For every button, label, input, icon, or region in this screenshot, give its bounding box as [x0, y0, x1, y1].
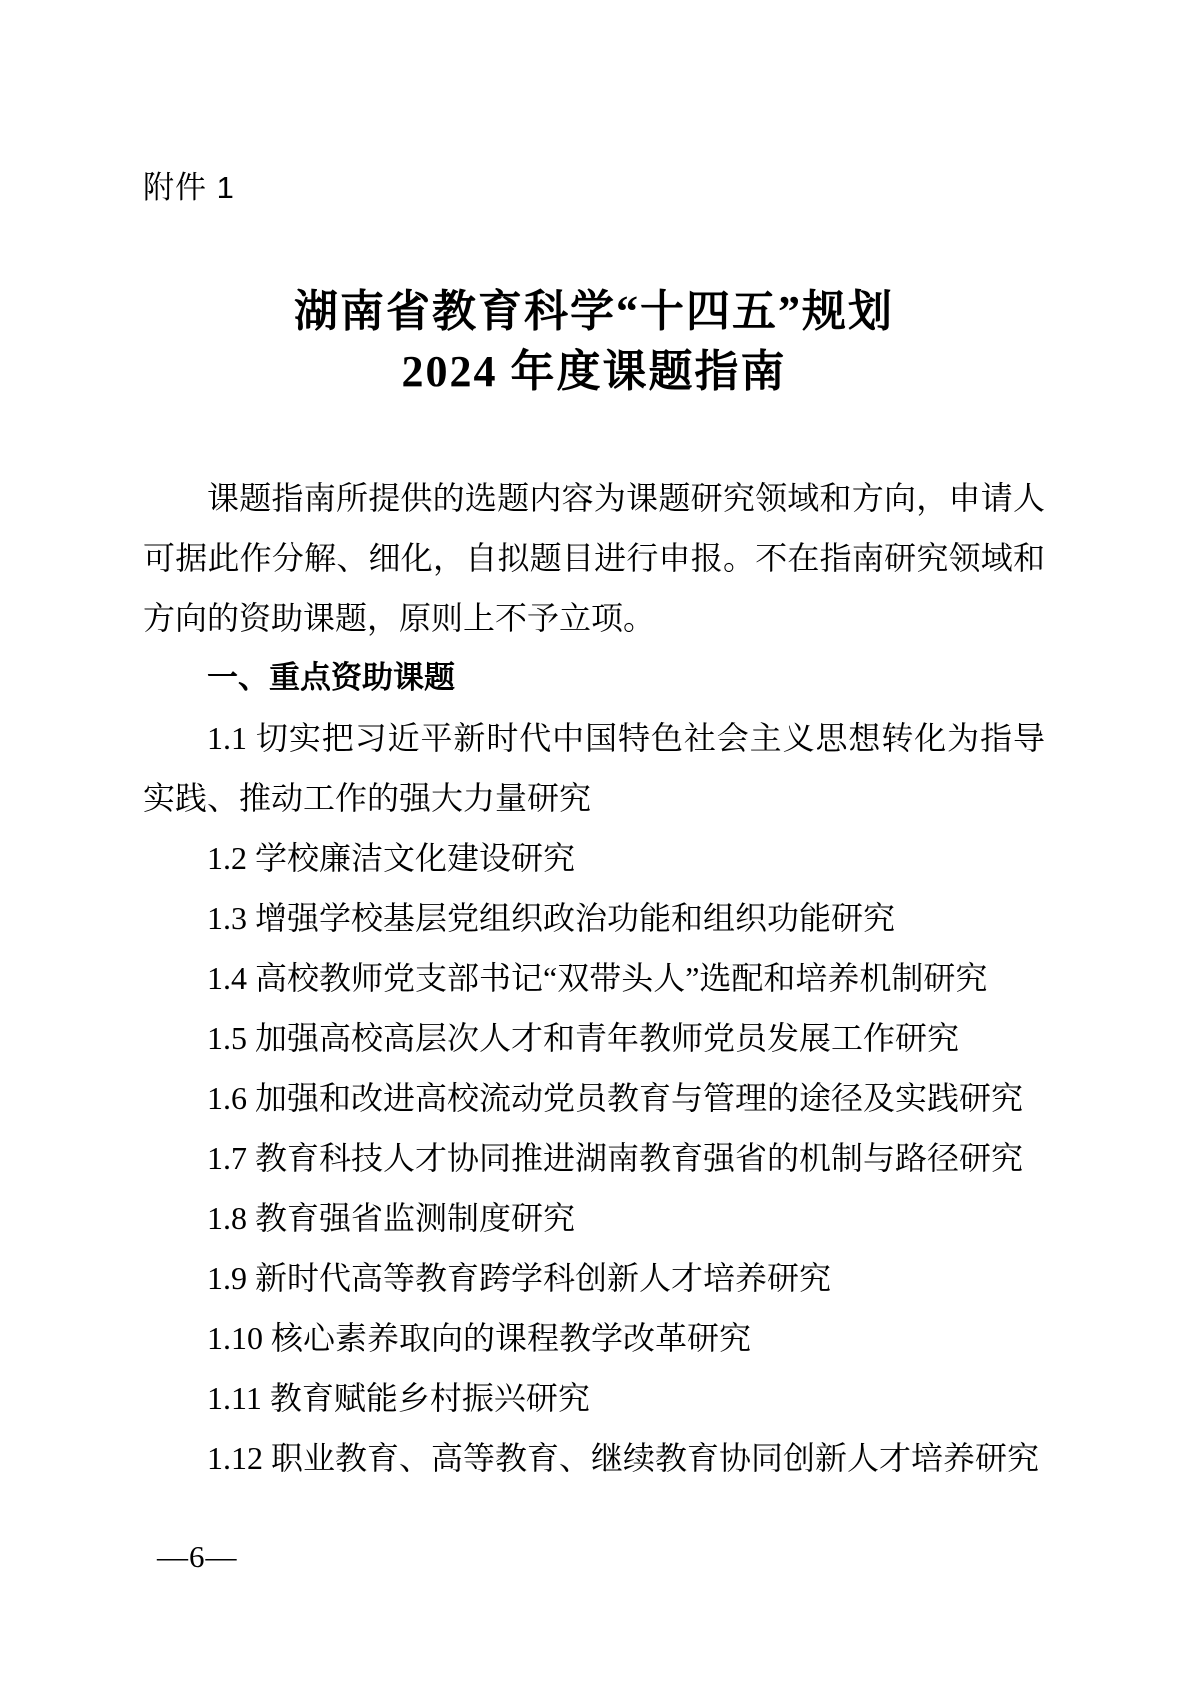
document-title [143, 282, 1045, 402]
intro-paragraph: 课题指南所提供的选题内容为课题研究领域和方向，申请人可据此作分解、细化，自拟题目进行申报。不在指南研究领域和方向的资助课题，原则上不予立项。 [143, 480, 1045, 636]
section-heading: 一、重点资助课题 [207, 660, 455, 695]
page-content [143, 0, 1045, 1488]
document-title-line1: 湖南省教育科学“十四五”规划 [294, 287, 894, 336]
topic-item-1-4: 1.4 高校教师党支部书记“双带头人”选配和培养机制研究 [207, 960, 988, 996]
topic-item-1-7: 1.7 教育科技人才协同推进湖南教育强省的机制与路径研究 [207, 1140, 1024, 1176]
topic-item-1-8: 1.8 教育强省监测制度研究 [207, 1200, 576, 1236]
document-title-line2: 2024 年度课题指南 [401, 347, 787, 396]
topic-item-1-5: 1.5 加强高校高层次人才和青年教师党员发展工作研究 [207, 1020, 960, 1056]
topic-item-1-11: 1.11 教育赋能乡村振兴研究 [207, 1380, 590, 1416]
topic-item-1-10: 1.10 核心素养取向的课程教学改革研究 [207, 1320, 752, 1356]
topic-item-1-9: 1.9 新时代高等教育跨学科创新人才培养研究 [207, 1260, 832, 1296]
topic-item-1-12: 1.12 职业教育、高等教育、继续教育协同创新人才培养研究 [207, 1440, 1040, 1476]
topic-item-1-2: 1.2 学校廉洁文化建设研究 [207, 840, 576, 876]
attachment-label: 附件 1 [143, 170, 235, 205]
topic-item-1-6: 1.6 加强和改进高校流动党员教育与管理的途径及实践研究 [207, 1080, 1024, 1116]
topic-item-1-3: 1.3 增强学校基层党组织政治功能和组织功能研究 [207, 900, 896, 936]
page-number: —6— [157, 1539, 238, 1574]
topic-item-1-1: 1.1 切实把习近平新时代中国特色社会主义思想转化为指导实践、推动工作的强大力量研究 [143, 720, 1045, 816]
